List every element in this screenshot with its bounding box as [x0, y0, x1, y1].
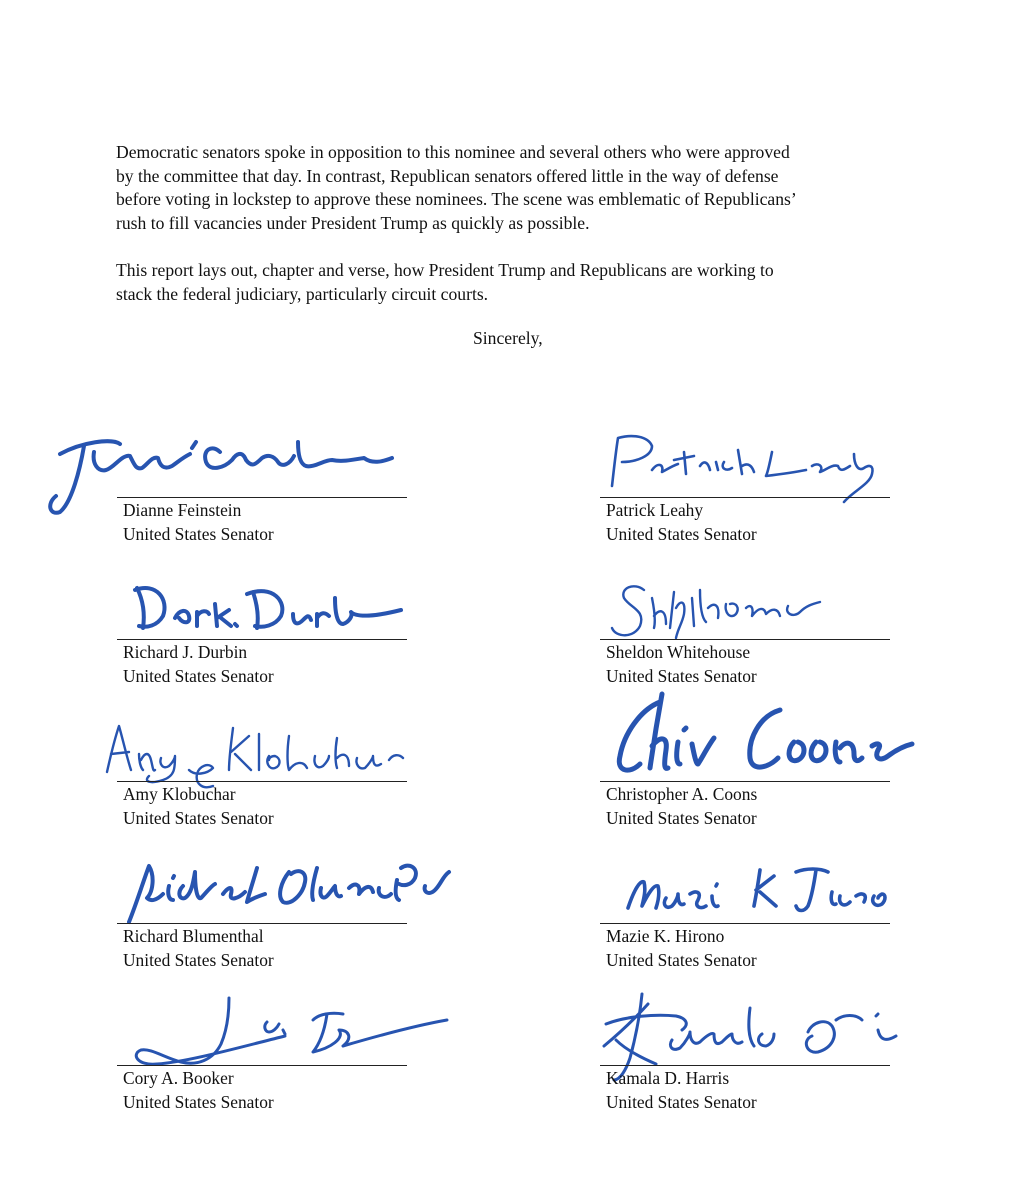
letter-closing: Sincerely,	[473, 328, 543, 348]
letter-paragraph-1: Democratic senators spoke in opposition to this nominee and several others who were approved by the committee that day. In contrast, Republican senators offered little in the way of defense before voting in lockstep to approve these nominees. The scene was emblematic of Republicans’ rush to fill vacancies under President Trump as quickly as possible.	[116, 142, 797, 233]
signature-line	[600, 923, 890, 924]
signature-block-hirono	[600, 864, 900, 1004]
signature-block-blumenthal	[117, 864, 417, 1004]
signature-block-coons	[600, 722, 900, 862]
signatory-title: United States Senator	[606, 808, 757, 828]
signature-block-klobuchar	[117, 722, 417, 862]
signature-line	[117, 923, 407, 924]
signature-line	[117, 639, 407, 640]
signatory-title: United States Senator	[606, 524, 757, 544]
signatory-title: United States Senator	[123, 950, 274, 970]
signature-block-feinstein	[117, 438, 417, 578]
signature-line	[600, 497, 890, 498]
signature-block-harris	[600, 1006, 900, 1146]
signature-line	[600, 639, 890, 640]
signature-line	[117, 1065, 407, 1066]
signatory-name: Sheldon Whitehouse	[606, 642, 751, 662]
signatory-name: Dianne Feinstein	[123, 500, 242, 520]
signatory-title: United States Senator	[123, 666, 274, 686]
signature-line	[117, 781, 407, 782]
signature-durbin-image	[117, 572, 417, 652]
signatory-name: Amy Klobuchar	[123, 784, 236, 804]
signatory-name: Mazie K. Hirono	[606, 926, 725, 946]
signature-block-booker	[117, 1006, 417, 1146]
signature-coons-image	[610, 680, 920, 790]
signatory-name: Richard J. Durbin	[123, 642, 248, 662]
signatory-name: Christopher A. Coons	[606, 784, 758, 804]
signatory-title: United States Senator	[123, 808, 274, 828]
signatory-title: United States Senator	[123, 1092, 274, 1112]
signature-line	[600, 1065, 890, 1066]
signature-line	[117, 497, 407, 498]
signatory-name: Cory A. Booker	[123, 1068, 234, 1088]
signatory-name: Richard Blumenthal	[123, 926, 264, 946]
signatory-name: Patrick Leahy	[606, 500, 704, 520]
signature-block-durbin	[117, 580, 417, 720]
signature-block-leahy	[600, 438, 900, 578]
signatory-title: United States Senator	[123, 524, 274, 544]
signatory-title: United States Senator	[606, 950, 757, 970]
signatory-name: Kamala D. Harris	[606, 1068, 730, 1088]
signature-line	[600, 781, 890, 782]
signatory-title: United States Senator	[606, 1092, 757, 1112]
signatory-title: United States Senator	[606, 666, 757, 686]
letter-paragraph-2: This report lays out, chapter and verse, how President Trump and Republicans are working to stack the federal judiciary, particularly circuit courts.	[116, 260, 774, 304]
